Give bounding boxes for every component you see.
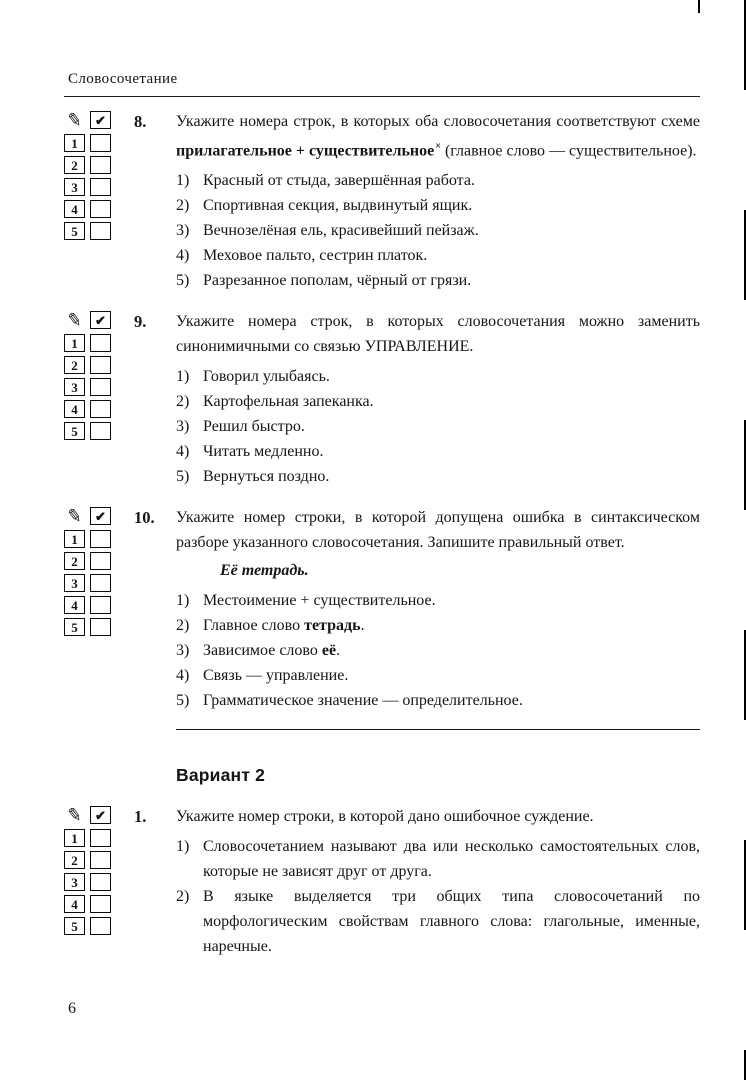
- answer-blank-box: [90, 134, 111, 152]
- option-marker: 5): [176, 468, 190, 486]
- question-10: [64, 505, 700, 713]
- question-8: [64, 109, 700, 293]
- options-list: [176, 834, 700, 959]
- answer-blank-box: [90, 200, 111, 218]
- options-list: [176, 168, 700, 293]
- question-number: 1.: [134, 807, 147, 827]
- option: [176, 243, 700, 268]
- answer-number-box: 2: [64, 552, 85, 570]
- option-marker: 2): [176, 888, 190, 906]
- pencil-icon: ✎: [65, 804, 84, 827]
- option-text: Вечнозелёная ель, красивейший пейзаж.: [203, 222, 479, 240]
- option: [176, 834, 700, 884]
- option: [176, 688, 700, 713]
- option: [176, 218, 700, 243]
- option-text: Вернуться поздно.: [203, 468, 330, 486]
- option-text: Картофельная запеканка.: [203, 393, 374, 411]
- option-bold-word: её: [321, 642, 337, 660]
- answer-blank-box: [90, 552, 111, 570]
- checked-box: ✔: [90, 111, 111, 129]
- option: [176, 364, 700, 389]
- answer-number-box: 2: [64, 156, 85, 174]
- answer-number-box: 2: [64, 851, 85, 869]
- answer-number-box: 5: [64, 222, 85, 240]
- option: [176, 663, 700, 688]
- answer-grid-q10: [64, 505, 134, 640]
- option: [176, 168, 700, 193]
- option-marker: 3): [176, 418, 190, 436]
- option-marker: 1): [176, 592, 190, 610]
- answer-blank-box: [90, 156, 111, 174]
- answer-blank-box: [90, 873, 111, 891]
- option-marker: 3): [176, 642, 190, 660]
- option-text: В языке выделяется три общих типа словосочетаний по морфологическим свойствам главного слова: глагольные, именные, наречные.: [203, 888, 700, 956]
- question-number: 9.: [134, 312, 147, 332]
- answer-number-box: 3: [64, 574, 85, 592]
- answer-number-box: 2: [64, 356, 85, 374]
- option-marker: 1): [176, 838, 190, 856]
- answer-number-box: 1: [64, 334, 85, 352]
- option-text: Говорил улыбаясь.: [203, 368, 330, 386]
- option-text: Главное слово: [203, 617, 305, 635]
- analyzed-phrase: Её тетрадь.: [220, 562, 309, 580]
- page-number: 6: [68, 1000, 76, 1017]
- answer-blank-box: [90, 356, 111, 374]
- answer-number-box: 1: [64, 829, 85, 847]
- answer-number-box: 5: [64, 422, 85, 440]
- option-text: .: [360, 617, 365, 635]
- option-marker: 2): [176, 393, 190, 411]
- option-text: Местоимение + существительное.: [203, 592, 436, 610]
- answer-blank-box: [90, 596, 111, 614]
- question-v2-1: [64, 804, 700, 959]
- option: [176, 268, 700, 293]
- option: [176, 613, 700, 638]
- answer-number-box: 4: [64, 895, 85, 913]
- answer-number-box: 3: [64, 873, 85, 891]
- answer-number-box: 3: [64, 178, 85, 196]
- answer-blank-box: [90, 378, 111, 396]
- answer-number-box: 4: [64, 400, 85, 418]
- answer-blank-box: [90, 917, 111, 935]
- answer-number-box: 1: [64, 530, 85, 548]
- option-text: Связь — управление.: [203, 667, 349, 685]
- question-text: [176, 109, 700, 163]
- answer-blank-box: [90, 222, 111, 240]
- answer-blank-box: [90, 574, 111, 592]
- question-text: Укажите номера строк, в которых словосочетания можно заменить синонимичными со связью УПРАВЛЕНИЕ.: [176, 313, 700, 356]
- answer-blank-box: [90, 895, 111, 913]
- answer-blank-box: [90, 178, 111, 196]
- question-number: 8.: [134, 112, 147, 131]
- option-text: Словосочетанием называют два или несколько самостоятельных слов, которые не зависят друг от друга.: [203, 838, 700, 881]
- option-marker: 4): [176, 443, 190, 461]
- answer-blank-box: [90, 618, 111, 636]
- option-marker: 1): [176, 172, 190, 190]
- option-text: Меховое пальто, сестрин платок.: [203, 247, 428, 265]
- option-marker: 1): [176, 368, 190, 386]
- answer-blank-box: [90, 334, 111, 352]
- option-bold-word: тетрадь: [304, 617, 361, 635]
- option-text: Красный от стыда, завершённая работа.: [203, 172, 475, 190]
- variant-heading: Вариант 2: [176, 765, 266, 786]
- option-text: Решил быстро.: [203, 418, 305, 436]
- scan-artifact-tick: [698, 0, 700, 13]
- section-divider: [176, 729, 700, 730]
- question-text: Укажите номер строки, в которой допущена ошибка в синтаксическом разборе указанного словосочетания. Запишите правильный ответ.: [176, 509, 700, 552]
- option: [176, 193, 700, 218]
- answer-number-box: 1: [64, 134, 85, 152]
- question-text: Укажите номер строки, в которой дано ошибочное суждение.: [176, 808, 594, 826]
- answer-number-box: 5: [64, 917, 85, 935]
- option: [176, 414, 700, 439]
- checked-box: ✔: [90, 507, 111, 525]
- answer-number-box: 3: [64, 378, 85, 396]
- option-marker: 5): [176, 692, 190, 710]
- options-list: [176, 364, 700, 489]
- pencil-icon: ✎: [65, 309, 84, 332]
- option-text: Зависимое слово: [203, 642, 322, 660]
- scheme-bold: прилагательное + существительное: [176, 142, 435, 160]
- header-title: Словосочетание: [68, 71, 178, 87]
- option-marker: 2): [176, 197, 190, 215]
- pencil-icon: ✎: [65, 109, 84, 131]
- answer-blank-box: [90, 422, 111, 440]
- options-list: [176, 588, 700, 713]
- option: [176, 464, 700, 489]
- question-text-part: Укажите номера строк, в которых оба словосочетания соответствуют схеме: [176, 113, 700, 130]
- option: [176, 389, 700, 414]
- answer-number-box: 4: [64, 200, 85, 218]
- answer-number-box: 5: [64, 618, 85, 636]
- option-text: Разрезанное пополам, чёрный от грязи.: [203, 272, 472, 290]
- main-word-mark: ×: [435, 141, 441, 152]
- checked-box: ✔: [90, 311, 111, 329]
- option-text: Читать медленно.: [203, 443, 324, 461]
- option-marker: 4): [176, 247, 190, 265]
- option-marker: 4): [176, 667, 190, 685]
- answer-grid-q9: [64, 309, 134, 444]
- question-text-part: (главное слово — существительное).: [440, 142, 697, 160]
- option-marker: 5): [176, 272, 190, 290]
- question-number: 10.: [134, 508, 155, 528]
- option-text: Грамматическое значение — определительное.: [203, 692, 523, 710]
- option-marker: 2): [176, 617, 190, 635]
- option: [176, 588, 700, 613]
- answer-blank-box: [90, 829, 111, 847]
- option-text: Спортивная секция, выдвинутый ящик.: [203, 197, 473, 215]
- answer-grid-q8: [64, 109, 134, 244]
- answer-blank-box: [90, 400, 111, 418]
- answer-blank-box: [90, 851, 111, 869]
- running-header: [64, 70, 700, 97]
- option: [176, 439, 700, 464]
- option-marker: 3): [176, 222, 190, 240]
- header-rule: [64, 96, 700, 97]
- pencil-icon: ✎: [65, 505, 84, 528]
- option: [176, 638, 700, 663]
- option-text: .: [336, 642, 341, 660]
- answer-grid-v2q1: [64, 804, 134, 939]
- option: [176, 884, 700, 959]
- answer-number-box: 4: [64, 596, 85, 614]
- checked-box: ✔: [90, 806, 111, 824]
- answer-blank-box: [90, 530, 111, 548]
- question-9: [64, 309, 700, 489]
